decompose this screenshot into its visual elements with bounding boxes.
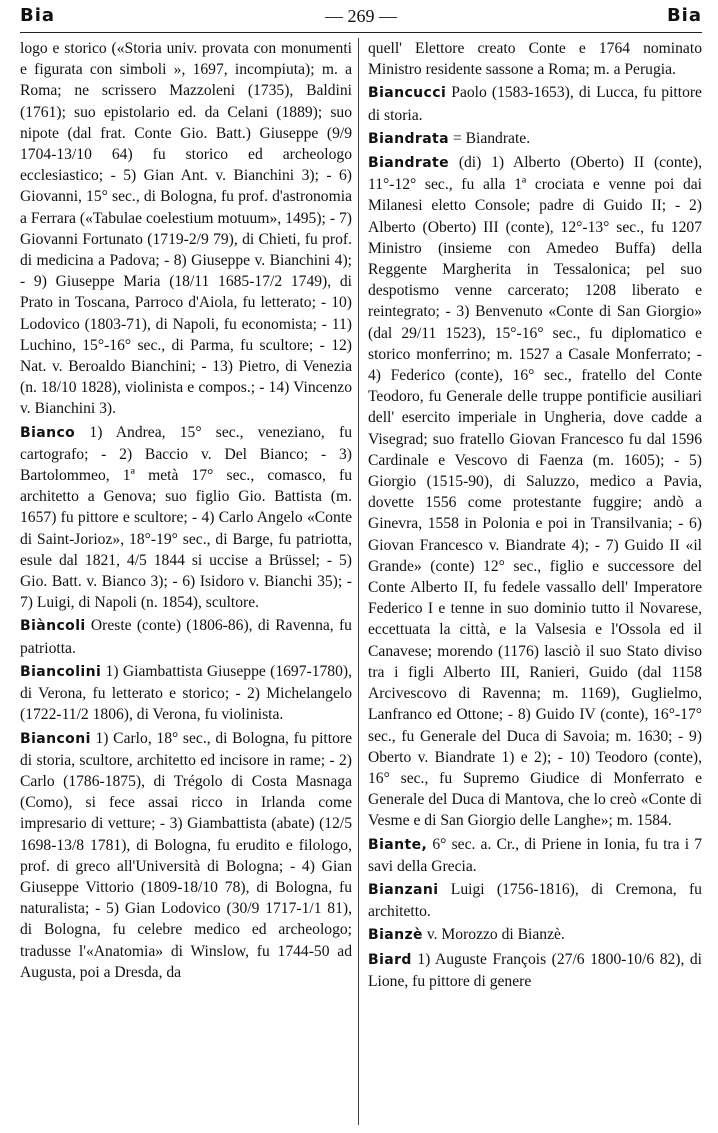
entry-bianzani	[368, 879, 702, 922]
entry-biandrate	[368, 152, 702, 832]
entry-biard	[368, 949, 702, 992]
page-number: — 269 —	[325, 6, 397, 26]
headword: Bianconi	[20, 730, 91, 747]
entry-bianco	[20, 422, 352, 614]
headword: Biancolini	[20, 663, 102, 680]
entry-biancucci	[368, 82, 702, 125]
entry-biandrata	[368, 128, 702, 150]
headword: Biancucci	[368, 85, 447, 102]
headword: Biàncoli	[20, 618, 86, 635]
entry-text: 1) Andrea, 15° sec., veneziano, fu cartografo; - 2) Baccio v. Del Bianco; - 3) Bartolommeo, 1ª metà 17° sec., comasco, fu architetto a Genova; suo figlio Gio. Battista (m. 1657) fu pittore e scultore; - 4) Carlo Angelo «Conte di Saint-Jorioz», 18°-19° sec., di Barge, fu patriotta, esule dal 1821, 4/5 1844 si uccise a Brüssel; - 5) Gio. Batt. v. Bianco 3); - 6) Isidoro v. Bianchi 35); - 7) Luigi, di Napoli (n. 1854), scultore.	[20, 423, 352, 612]
headword: Biandrate	[368, 155, 450, 172]
entry-bianze	[368, 924, 702, 946]
headword: Biandrata	[368, 130, 449, 147]
headword: Bianzani	[368, 881, 439, 898]
entry-text: (di) 1) Alberto (Oberto) II (conte), 11°-12° sec., fu alla 1ª crociata e venne poi dai Milanesi eletto Console; padre di Guido II; - 2) Alberto (Oberto) III (conte), 12°-13° sec., fu 1207 Ministro (insieme con Amedeo Buffa) della Reggente Margherita in Tessalonica; pel suo despotismo venne carcerato; 1208 liberato e reintegrato; - 3) Benvenuto «Conte di San Giorgio» (dal 29/11 1523), 15°-16° sec., fu diplomatico e storico monferrino; m. 1527 a Casale Monferrato; - 4) Federico (conte), 16° sec., fratello del Conte Teodoro, fu Generale delle truppe pontificie ausiliari dell' esercito imperiale in Ungheria, dove cadde a Visegrad; suo fratello Giovan Francesco fu dal 1596 Cardinale e Vescovo di Faenza (m. 1605); - 5) Giorgio (1515-90), di Saluzzo, medico a Pavia, dovette 1556 come protestante fuggire; andò a Ginevra, 1558 in Polonia e poi in Transilvania; - 6) Giovan Francesco v. Biandrate 4); - 7) Guido II «il Grande» (conte) 12° sec., figlio e successore del Conte Alberto II, fu fedele vassallo dell' Imperatore Federico I e tenne in suo dominio tutto il Novarese, eccettuata la città, e la Valsesia e l'Ossola ed il Canavese; morendo (1176) lasciò il suo Stato diviso tra i figli Alberto III, Ranieri, Guido (dal 1158 Arcivescovo di Ravenna; m. 1169), Guglielmo, Lanfranco ed Ottone; - 8) Guido IV (conte), 16°-17° sec., fu Generale del Duca di Savoia; m. 1630; - 9) Oberto v. Biandrate 1) e 2); - 10) Teodoro (conte), 16° sec., fu Supremo Giudice di Monferrato e Generale del Duca di Mantova, che lo creò «Conte di Vesme e di San Giorgio delle Langhe»; m. 1584.	[368, 154, 702, 830]
entry-text: Luigi (1756-1816), di Cremona, fu architetto.	[368, 880, 702, 921]
continued-entry	[368, 38, 702, 80]
entry-text: logo e storico («Storia univ. provata con monumenti e figurata con simboli », 1697, incompiuta); m. a Roma; ne scrissero Mazzoleni (1735), Baldini (1761); suo epistolario ed. da Celani (1889); suo nipote (dal frat. Conte Gio. Batt.) Giuseppe (9/9 1704-13/10 64) fu storico ed archeologo ecclesiastico; - 5) Gian Ant. v. Bianchini 3); - 6) Giovanni, 15° sec., di Bologna, fu prof. d'astronomia a Ferrara («Tabulae coelestium motuum», 1495); - 7) Giovanni Fortunato (1719-2/9 79), di Chieti, fu prof. di medicina a Padova; - 8) Giuseppe v. Bianchini 4); - 9) Giuseppe Maria (18/11 1685-17/2 1749), di Prato in Toscana, Parroco d'Aiola, fu letterato; - 10) Lodovico (1803-71), di Napoli, fu economista; - 11) Luchino, 15°-16° sec., di Parma, fu scultore; - 12) Nat. v. Beroaldo Bianchini; - 13) Pietro, di Venezia (n. 18/10 1828), violinista e compos.; - 14) Vincenzo v. Bianchini 3).	[20, 40, 352, 418]
page-header	[20, 2, 702, 30]
entry-text: 1) Carlo, 18° sec., di Bologna, fu pittore di storia, scultore, architetto ed incisore in rame; - 2) Carlo (1786-1875), di Trégolo di Costa Masnaga (Como), si fece assai ricco in Irlanda come impresario di vetture; - 3) Giambattista (abate) (12/5 1698-13/8 1781), di Bologna, fu erudito e filologo, prof. di greco all'Università di Bologna; - 4) Gian Giuseppe Vittorio (1809-18/10 78), di Bologna, fu naturalista; - 5) Gian Lodovico (30/9 1717-1/1 81), di Bologna, fu celebre medico ed archeologo; tradusse l'«Anatomia» di Winslow, fu 1744-50 ad Augusta, poi a Dresda, da	[20, 729, 352, 981]
header-left-word: Bia	[20, 5, 56, 26]
entry-text: v. Morozzo di Bianzè.	[426, 926, 565, 944]
entry-biancoli	[20, 615, 352, 658]
column-divider	[358, 38, 359, 1125]
left-column	[20, 38, 352, 985]
entry-text: 6° sec. a. Cr., di Priene in Ionia, fu tra i 7 savi della Grecia.	[368, 835, 702, 875]
entry-biante	[368, 834, 702, 877]
entry-text: Oreste (conte) (1806-86), di Ravenna, fu patriotta.	[20, 617, 352, 657]
header-rule	[20, 32, 702, 33]
entry-text: 1) Auguste François (27/6 1800-10/6 82), di Lione, fu pittore di genere	[368, 950, 703, 990]
headword: Bianzè	[368, 927, 423, 944]
entry-text: = Biandrate.	[452, 129, 531, 147]
entry-text: quell' Elettore creato Conte e 1764 nominato Ministro residente sassone a Roma; m. a Perugia.	[368, 40, 702, 79]
entry-bianconi	[20, 728, 352, 983]
headword: Biante,	[368, 836, 428, 853]
entry-text: Paolo (1583-1653), di Lucca, fu pittore di storia.	[368, 84, 702, 124]
headword: Biard	[368, 951, 412, 968]
continued-entry	[20, 38, 352, 420]
headword: Bianco	[20, 424, 76, 441]
entry-text: 1) Giambattista Giuseppe (1697-1780), di Verona, fu letterato e storico; - 2) Michelangelo (1722-11/2 1806), di Verona, fu violinista.	[20, 662, 352, 724]
right-column	[368, 38, 702, 994]
header-right-word: Bia	[666, 5, 702, 26]
entry-biancolini	[20, 661, 352, 726]
